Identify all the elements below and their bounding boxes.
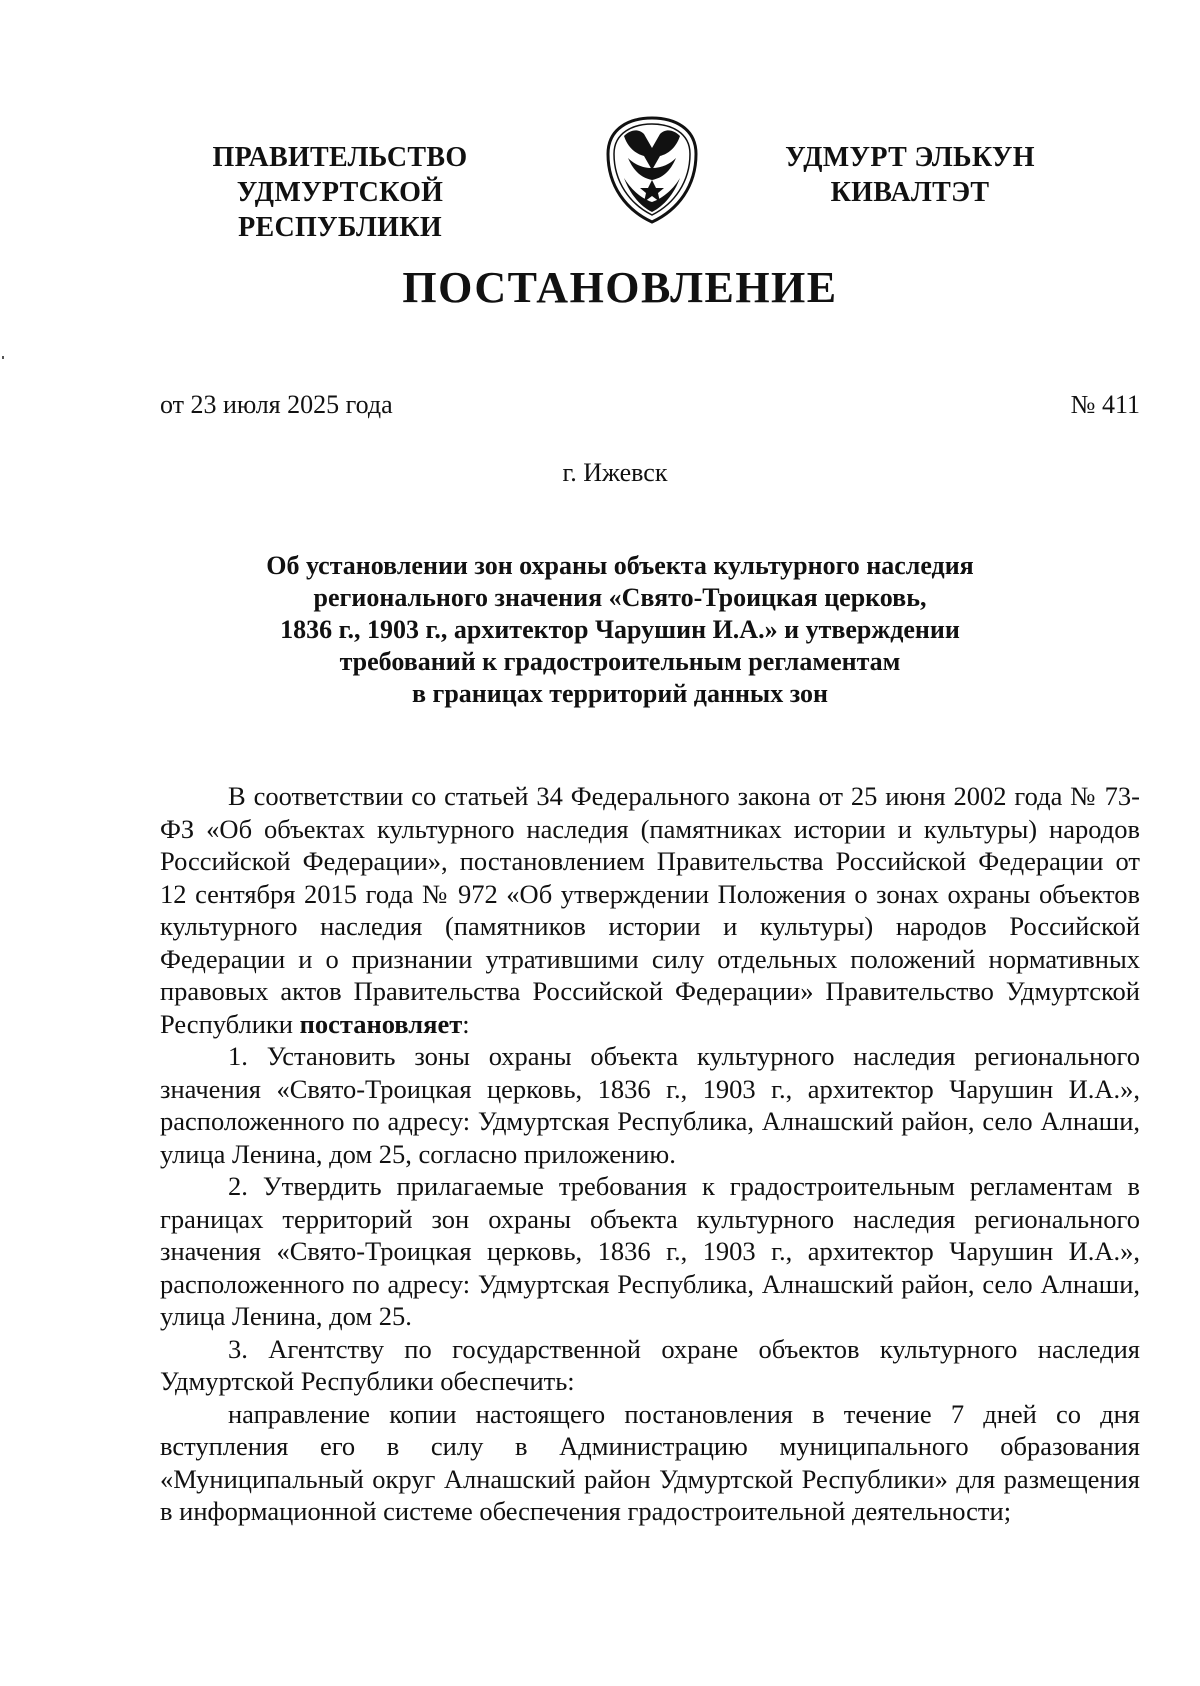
issuer-russian-line1: ПРАВИТЕЛЬСТВО (212, 142, 468, 173)
item-3-paragraph: 3. Агентству по государственной охране объектов культурного наследия Удмуртской Республики обеспечить: (160, 1333, 1140, 1396)
issuer-russian (140, 140, 540, 245)
subject-line: в границах территорий данных зон (412, 679, 828, 708)
preamble-end: : (462, 1008, 470, 1039)
document-body (160, 780, 1140, 1528)
document-city: г. Ижевск (562, 458, 668, 487)
document-number: № 411 (1070, 390, 1140, 419)
issuer-udmurt-line1: УДМУРТ ЭЛЬКУН (785, 142, 1035, 173)
item-1-paragraph: 1. Установить зоны охраны объекта культурного наследия регионального значения «Свято-Троицкая церковь, 1836 г., 1903 г., архитектор Чарушин И.А.», расположенного по адресу: Удмуртская Республика, Алнашский район, село Алнаши, улица Ленина, дом 25, согласно приложению. (160, 1041, 1140, 1169)
decree-verb: постановляет (299, 1008, 463, 1039)
item-3-subparagraph: направление копии настоящего постановления в течение 7 дней со дня вступления его в силу в Администрацию муниципального образования «Муниципальный округ Алнашский район Удмуртской Республики» для размещения в информационной системе обеспечения градостроительной деятельности; (160, 1398, 1140, 1526)
preamble-paragraph (160, 780, 1140, 1040)
issuer-udmurt (760, 140, 1060, 210)
item-2-paragraph: 2. Утвердить прилагаемые требования к градостроительным регламентам в границах территорий зон охраны объекта культурного наследия регионального значения «Свято-Троицкая церковь, 1836 г., 1903 г., архитектор Чарушин И.А.», расположенного по адресу: Удмуртская Республика, Алнашский район, село Алнаши, улица Ленина, дом 25. (160, 1171, 1140, 1331)
document-type-title: ПОСТАНОВЛЕНИЕ (402, 263, 838, 312)
document-date: от 23 июля 2025 года (160, 390, 393, 419)
issuer-udmurt-line2: КИВАЛТЭТ (830, 177, 990, 208)
subject-line: Об установлении зон охраны объекта культурного наследия (266, 551, 974, 580)
issuer-russian-line2: УДМУРТСКОЙ РЕСПУБЛИКИ (236, 177, 444, 243)
subject-line: регионального значения «Свято-Троицкая церковь, (313, 583, 927, 612)
subject-line: требований к градостроительным регламентам (339, 647, 901, 676)
scan-mark (2, 356, 4, 359)
subject-line: 1836 г., 1903 г., архитектор Чарушин И.А.» и утверждении (280, 615, 960, 644)
preamble-text: В соответствии со статьей 34 Федерального закона от 25 июня 2002 года № 73-ФЗ «Об объектах культурного наследия (памятниках истории и культуры) народов Российской Федерации», постановлением Правительства Российской Федерации от 12 сентября 2015 года № 972 «Об утверждении Положения о зонах охраны объектов культурного наследия (памятников истории и культуры) народов Российской Федерации и о признании утратившими силу отдельных положений нормативных правовых актов Правительства Российской Федерации» Правительство Удмуртской Республики (160, 781, 1140, 1039)
coat-of-arms-emblem-icon (604, 114, 700, 226)
document-subject (190, 550, 1050, 710)
